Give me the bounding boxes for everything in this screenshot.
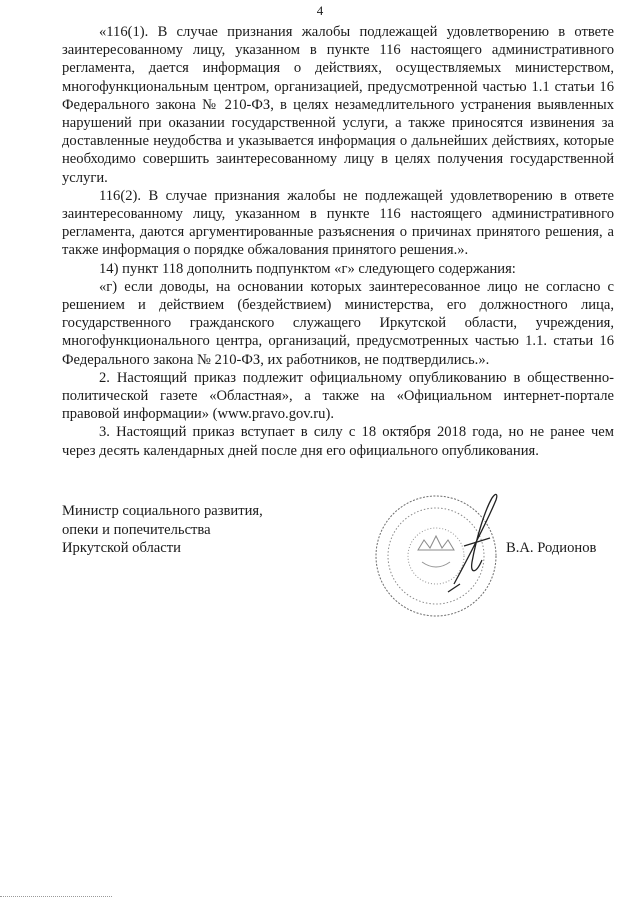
paragraph-item-14: 14) пункт 118 дополнить подпунктом «г» следующего содержания:: [99, 260, 516, 277]
handwritten-signature: [448, 494, 497, 592]
page-number: 4: [316, 3, 324, 18]
paragraph-116-2: 116(2). В случае признания жалобы не подлежащей удовлетворению в ответе заинтересованному лицу, указанном в пункте 116 настоящего административного регламента, даются аргументированные разъяснения о причинах принятого решения, а также информация о порядке обжалования принятого решения.».: [62, 187, 614, 259]
signatory-position: [62, 502, 263, 558]
paragraph-subitem-g: «г) если доводы, на основании которых заинтересованное лицо не согласно с решением и действием (бездействием) министерства, его должностного лица, государственного гражданского служащего Иркутской области, учреждения, многофункционального центра, организаций, предусмотренных частью 1.1. статьи 16 Федерального закона № 210-ФЗ, их работников, не подтвердились.».: [62, 278, 614, 368]
footer-dotted-line: [0, 896, 112, 898]
document-body: [62, 23, 614, 460]
signatory-name: В.А. Родионов: [506, 540, 597, 556]
paragraph-point-2: 2. Настоящий приказ подлежит официальному опубликованию в общественно-политической газете «Областная», а также на «Официальном интернет-портале правовой информации» (www.pravo.gov.ru).: [62, 369, 614, 423]
official-seal-stamp: [356, 488, 510, 624]
paragraph-116-1: «116(1). В случае признания жалобы подлежащей удовлетворению в ответе заинтересованному лицу, указанном в пункте 116 настоящего административного регламента, дается информация о действиях, осуществляемых министерством, многофункциональным центром, организацией, предусмотренной частью 1.1 статьи 16 Федерального закона № 210-ФЗ, в целях незамедлительного устранения выявленных нарушений при оказании государственной услуги, а также приносятся извинения за доставленные неудобства и указывается информация о дальнейших действиях, которые необходимо совершить заинтересованному лицу в целях получения государственной услуги.: [62, 24, 614, 186]
paragraph-point-3: 3. Настоящий приказ вступает в силу с 18 октября 2018 года, но не ранее чем через десять календарных дней после дня его официального опубликования.: [62, 424, 614, 459]
signatory-position-line: опеки и попечительства: [62, 521, 211, 538]
signatory-position-line: Иркутской области: [62, 540, 181, 557]
signature-block: [62, 502, 614, 612]
signatory-position-line: Министр социального развития,: [62, 503, 263, 519]
